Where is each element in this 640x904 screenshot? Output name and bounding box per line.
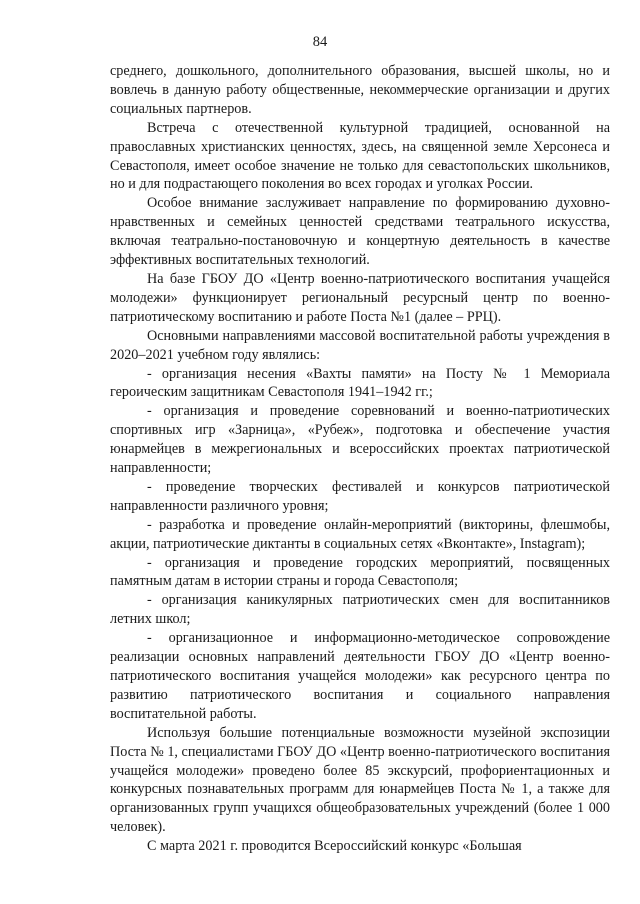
document-body (110, 62, 610, 856)
list-item-6: - организация каникулярных патриотических смен для воспитанников летних школ; (110, 592, 610, 628)
list-item-1: - организация несения «Вахты памяти» на Посту № 1 Мемориала героическим защитникам Севастополя 1941–1942 гг.; (110, 365, 610, 401)
page-number: 84 (312, 34, 328, 50)
list-item-2: - организация и проведение соревнований и военно-патриотических спортивных игр «Зарница», «Рубеж», подготовка и обеспечение участия юнармейцев в межрегиональных и всероссийских проектах патриотической направленности; (110, 403, 610, 477)
paragraph-5: Основными направлениями массовой воспитательной работы учреждения в 2020–2021 учебном году являлись: (110, 327, 610, 363)
paragraph-6: Используя большие потенциальные возможности музейной экспозиции Поста № 1, специалистами ГБОУ ДО «Центр военно-патриотического воспитания учащейся молодежи» проведено более 85 экскурсий, профориентационных и конкурсных познавательных программ для юнармейцев Поста № 1, а также для организованных групп учащихся общеобразовательных учреждений (более 1 000 человек). (110, 724, 610, 836)
paragraph-2: Встреча с отечественной культурной традицией, основанной на православных христианских ценностях, здесь, на священной земле Херсонеса и Севастополя, имеет особое значение не только для севастопольских школьников, но и для подрастающего поколения во всех городах и уголках России. (110, 119, 610, 193)
list-item-4: - разработка и проведение онлайн-мероприятий (викторины, флешмобы, акции, патриотические диктанты в социальных сетях «Вконтакте», Instagram); (110, 516, 610, 552)
list-item-3: - проведение творческих фестивалей и конкурсов патриотической направленности различного уровня; (110, 478, 610, 514)
list-item-7: - организационное и информационно-методическое сопровождение реализации основных направлений деятельности ГБОУ ДО «Центр военно-патриотического воспитания учащейся молодежи» как ресурсного центра по развитию патриотического воспитания и социального направления воспитательной работы. (110, 630, 610, 722)
paragraph-3: Особое внимание заслуживает направление по формированию духовно-нравственных и семейных ценностей средствами театрального искусства, включая театрально-постановочную и концертную деятельность в качестве эффективных воспитательных технологий. (110, 195, 610, 269)
list-item-5: - организация и проведение городских мероприятий, посвященных памятным датам в истории страны и города Севастополя; (110, 554, 610, 590)
paragraph-4: На базе ГБОУ ДО «Центр военно-патриотического воспитания учащейся молодежи» функционирует региональный ресурсный центр по военно-патриотическому воспитанию и работе Поста №1 (далее – РРЦ). (110, 270, 610, 325)
paragraph-1: среднего, дошкольного, дополнительного образования, высшей школы, но и вовлечь в данную работу общественные, некоммерческие организации и других социальных партнеров. (110, 63, 610, 117)
paragraph-7: С марта 2021 г. проводится Всероссийский конкурс «Большая (147, 838, 522, 855)
